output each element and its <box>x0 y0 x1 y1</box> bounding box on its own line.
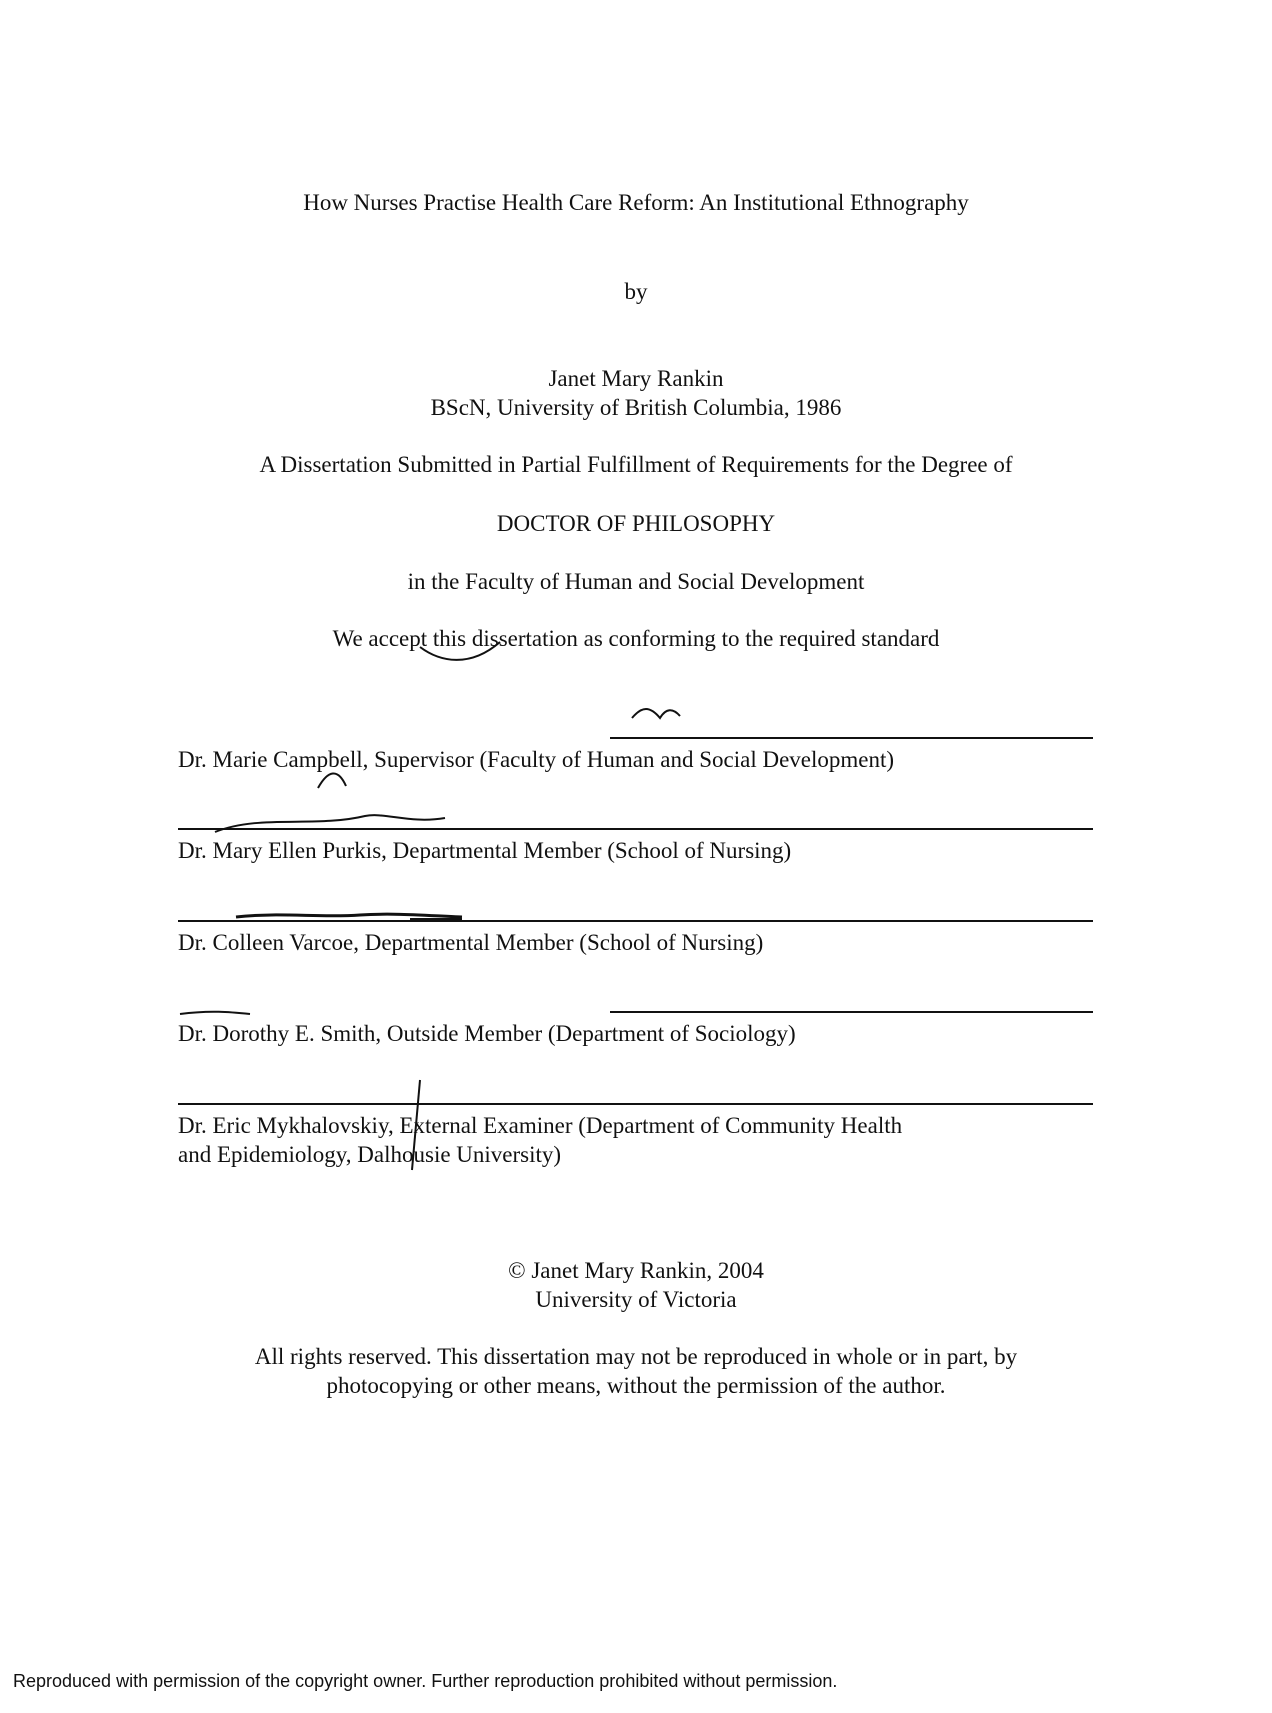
acceptance-statement: We accept this dissertation as conforming to the required standard <box>332 626 940 651</box>
varcoe-signature-stroke <box>236 914 462 917</box>
author-name: Janet Mary Rankin <box>548 366 724 391</box>
signature-line-external-examiner <box>178 1103 1093 1105</box>
signature-line-departmental-member-1 <box>178 828 1093 830</box>
copyright-line: © Janet Mary Rankin, 2004 <box>508 1258 764 1283</box>
author-degree: BScN, University of British Columbia, 1986 <box>430 395 842 420</box>
submission-statement: A Dissertation Submitted in Partial Fulfillment of Requirements for the Degree of <box>259 452 1013 477</box>
external-examiner-line-1: Dr. Eric Mykhalovskiy, External Examiner (Department of Community Health <box>178 1113 903 1138</box>
copyright-block <box>0 1256 1272 1314</box>
by-line: by <box>624 279 648 304</box>
dissertation-title: How Nurses Practise Health Care Reform: An Institutional Ethnography <box>303 190 969 215</box>
rights-line-2: photocopying or other means, without the permission of the author. <box>326 1373 946 1398</box>
signature-line-departmental-member-2 <box>178 920 1093 922</box>
committee-member-departmental-2: Dr. Colleen Varcoe, Departmental Member (School of Nursing) <box>178 930 764 955</box>
rights-line-1: All rights reserved. This dissertation may not be reproduced in whole or in part, by <box>254 1344 1018 1369</box>
rights-statement <box>180 1342 1092 1400</box>
faculty-name: in the Faculty of Human and Social Development <box>407 569 865 594</box>
signature-line-outside-member <box>610 1011 1093 1013</box>
reproduction-notice: Reproduced with permission of the copyright owner. Further reproduction prohibited without permission. <box>13 1671 838 1691</box>
outside-member-signature-stroke <box>180 1012 250 1014</box>
committee-member-supervisor: Dr. Marie Campbell, Supervisor (Faculty of Human and Social Development) <box>178 747 895 772</box>
supervisor-signature-stroke <box>632 709 680 718</box>
committee-member-outside: Dr. Dorothy E. Smith, Outside Member (Department of Sociology) <box>178 1021 796 1046</box>
committee-member-external-examiner <box>178 1111 998 1169</box>
external-examiner-line-2: and Epidemiology, Dalhousie University) <box>178 1142 562 1167</box>
supervisor-flourish-stroke <box>318 773 346 788</box>
signature-line-supervisor <box>610 737 1093 739</box>
committee-member-departmental-1: Dr. Mary Ellen Purkis, Departmental Member (School of Nursing) <box>178 838 792 863</box>
institution-line: University of Victoria <box>535 1287 737 1312</box>
degree-name: DOCTOR OF PHILOSOPHY <box>496 511 776 536</box>
